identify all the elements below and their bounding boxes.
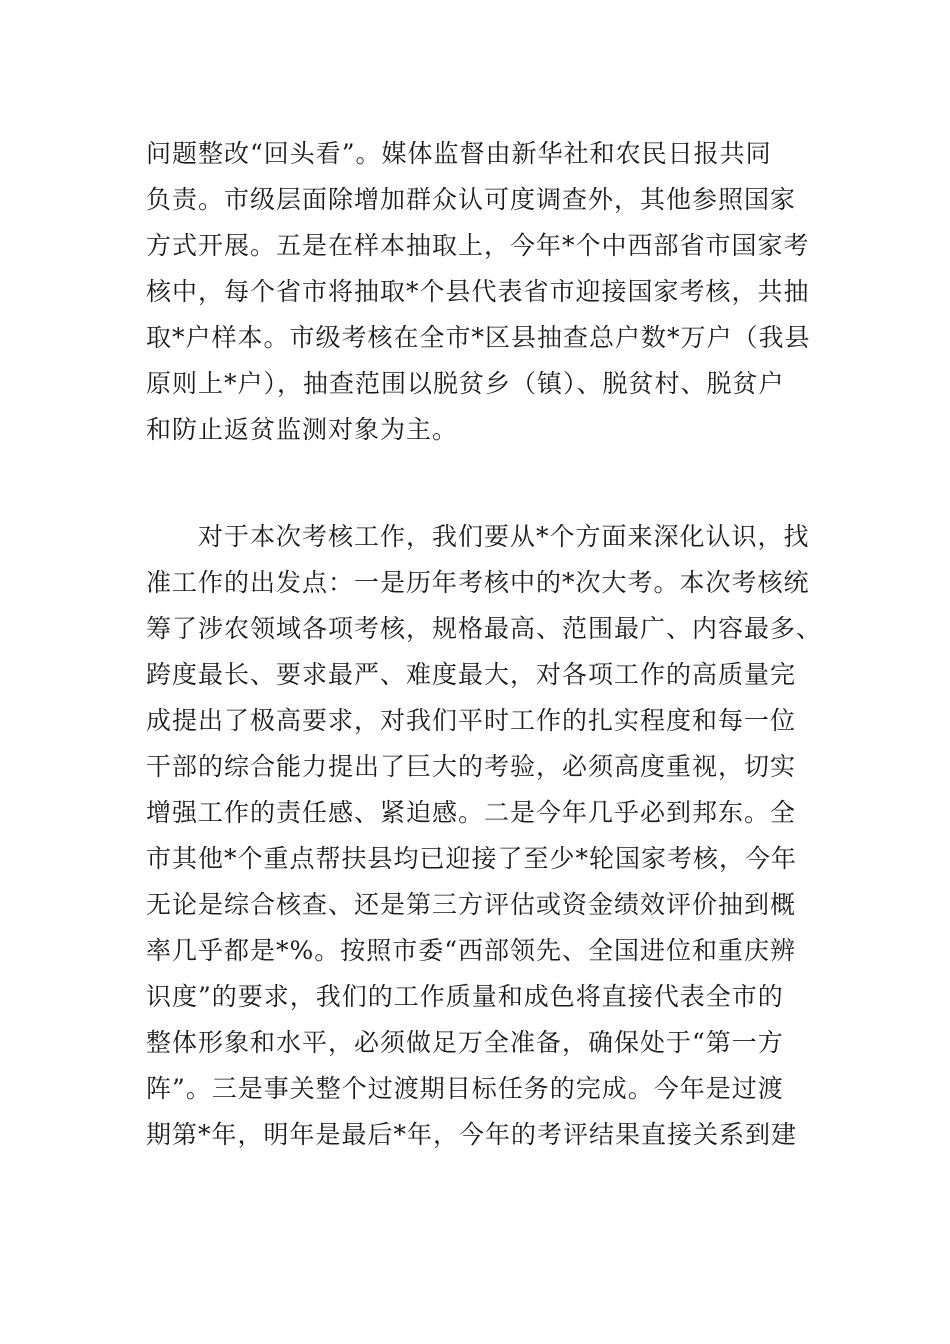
text-line: 问题整改“回头看”。媒体监督由新华社和农民日报共同 [146, 139, 772, 168]
text-line: 核中，每个省市将抽取*个县代表省市迎接国家考核，共抽 [146, 277, 810, 306]
text-line: 原则上*户），抽查范围以脱贫乡（镇）、脱贫村、脱贫户 [146, 369, 785, 398]
text-line: 率几乎都是*%。按照市委“西部领先、全国进位和重庆辨 [146, 936, 797, 965]
text-line: 准工作的出发点：一是历年考核中的*次大考。本次考核统 [146, 568, 810, 597]
text-line: 识度”的要求，我们的工作质量和成色将直接代表全市的 [146, 982, 784, 1011]
text-line: 整体形象和水平，必须做足万全准备，确保处于“第一方 [146, 1028, 784, 1057]
text-line: 跨度最长、要求最严、难度最大，对各项工作的高质量完 [146, 660, 797, 689]
text-line: 取*户样本。市级考核在全市*区县抽查总户数*万户（我县 [146, 323, 811, 352]
text-line: 无论是综合核查、还是第三方评估或资金绩效评价抽到概 [146, 890, 797, 919]
text-line: 和防止返贫监测对象为主。 [146, 415, 459, 444]
text-line: 筹了涉农领域各项考核，规格最高、范围最广、内容最多、 [146, 614, 823, 643]
paragraph-2 [146, 514, 823, 1158]
paragraph-1 [146, 131, 811, 453]
text-line: 负责。市级层面除增加群众认可度调查外，其他参照国家 [146, 185, 797, 214]
text-line: 方式开展。五是在样本抽取上，今年*个中西部省市国家考 [146, 231, 810, 260]
text-line: 增强工作的责任感、紧迫感。二是今年几乎必到邦东。全 [146, 798, 797, 827]
text-line: 对于本次考核工作，我们要从*个方面来深化认识，找 [146, 522, 810, 551]
text-line: 阵”。三是事关整个过渡期目标任务的完成。今年是过渡 [146, 1074, 784, 1103]
text-line: 干部的综合能力提出了巨大的考验，必须高度重视，切实 [146, 752, 797, 781]
text-line: 市其他*个重点帮扶县均已迎接了至少*轮国家考核，今年 [146, 844, 798, 873]
text-line: 成提出了极高要求，对我们平时工作的扎实程度和每一位 [146, 706, 797, 735]
text-line: 期第*年，明年是最后*年，今年的考评结果直接关系到建 [146, 1120, 798, 1149]
